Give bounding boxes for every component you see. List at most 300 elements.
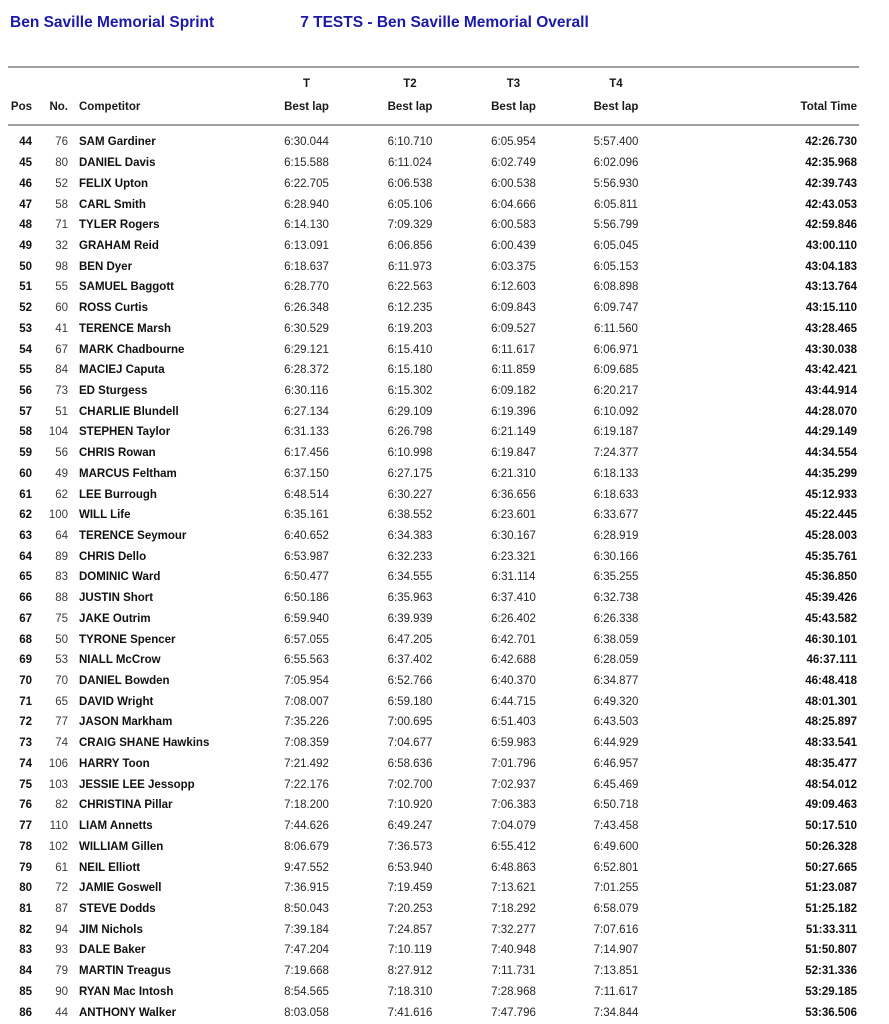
competitor-cell: WILLIAM Gillen [79, 840, 164, 853]
t3-bestlap-cell: 6:36.656 [491, 488, 536, 501]
no-cell: 70 [55, 675, 68, 688]
no-cell: 100 [48, 509, 68, 522]
t1-bestlap-cell: 7:47.204 [284, 944, 329, 957]
table-row [10, 567, 857, 588]
competitor-cell: LEE Burrough [79, 488, 157, 501]
table-row [10, 919, 857, 940]
t1-bestlap-cell: 6:50.477 [284, 571, 329, 584]
pos-cell: 57 [19, 405, 32, 418]
table-row [10, 754, 857, 775]
t4-bestlap-cell: 6:02.096 [593, 157, 639, 170]
pos-cell: 63 [19, 530, 32, 543]
table-row [10, 836, 857, 857]
t3-bestlap-cell: 6:23.601 [491, 509, 536, 522]
pos-cell: 69 [19, 654, 32, 667]
no-cell: 67 [55, 343, 68, 356]
competitor-cell: CHRIS Dello [79, 550, 147, 563]
t2-bestlap-cell: 6:47.205 [387, 633, 433, 646]
competitor-cell: DOMINIC Ward [79, 571, 161, 584]
table-row [10, 360, 857, 381]
no-cell: 41 [55, 322, 68, 335]
t1-bestlap-cell: 7:18.200 [284, 799, 329, 812]
pos-cell: 45 [19, 157, 32, 170]
pos-cell: 49 [19, 239, 32, 252]
total-time-cell: 45:28.003 [805, 530, 857, 543]
table-row [10, 629, 857, 650]
t3-bestlap-cell: 7:32.277 [491, 923, 536, 936]
table-row [10, 401, 857, 422]
t3-bestlap-cell: 7:04.079 [491, 820, 536, 833]
competitor-cell: NEIL Elliott [79, 861, 141, 874]
t3-bestlap-cell: 6:31.114 [491, 571, 536, 584]
t2-bestlap-cell: 6:29.109 [387, 405, 433, 418]
t3-bestlap-cell: 7:01.796 [491, 757, 536, 770]
no-cell: 71 [55, 219, 68, 232]
no-cell: 110 [49, 820, 68, 833]
t4-bestlap-cell: 7:14.907 [593, 944, 639, 957]
t4-bestlap-cell: 6:44.929 [593, 737, 639, 750]
no-cell: 80 [55, 157, 68, 170]
no-cell: 88 [55, 592, 68, 605]
total-time-cell: 51:23.087 [805, 882, 857, 895]
no-cell: 64 [55, 530, 68, 543]
total-time-cell: 44:35.299 [805, 467, 857, 480]
competitor-cell: CHARLIE Blundell [79, 405, 179, 418]
pos-cell: 76 [19, 799, 32, 812]
t3-bestlap-cell: 6:11.617 [491, 343, 536, 356]
t1-bestlap-cell: 6:48.514 [284, 488, 329, 501]
t4-bestlap-cell: 6:49.600 [593, 840, 639, 853]
competitor-cell: HARRY Toon [79, 757, 150, 770]
t2-bestlap-cell: 6:35.963 [387, 592, 433, 605]
t3-bestlap-cell: 6:48.863 [491, 861, 536, 874]
total-time-cell: 43:28.465 [805, 322, 857, 335]
competitor-cell: RYAN Mac Intosh [79, 985, 174, 998]
table-row [10, 153, 857, 174]
t4-bestlap-cell: 6:30.166 [593, 550, 639, 563]
t3-bestlap-cell: 6:09.182 [491, 384, 536, 397]
competitor-cell: TYRONE Spencer [79, 633, 176, 646]
pos-cell: 71 [19, 695, 32, 708]
t2-bestlap-cell: 6:15.410 [387, 343, 433, 356]
t2-bestlap-cell: 6:30.227 [387, 488, 433, 501]
no-cell: 72 [55, 882, 68, 895]
table-row [10, 194, 857, 215]
t3-bestlap-cell: 6:30.167 [491, 530, 536, 543]
t1-bestlap-cell: 6:28.940 [284, 198, 329, 211]
t3-bestlap-cell: 6:00.583 [491, 219, 536, 232]
t2-bestlap-cell: 6:05.106 [387, 198, 433, 211]
total-time-cell: 48:25.897 [805, 716, 857, 729]
total-time-cell: 53:36.506 [805, 1006, 857, 1019]
total-time-cell: 51:33.311 [805, 923, 857, 936]
table-row [10, 857, 857, 878]
total-time-cell: 45:22.445 [805, 509, 857, 522]
competitor-cell: STEPHEN Taylor [79, 426, 171, 439]
t2-bestlap-cell: 6:11.973 [388, 260, 432, 273]
competitor-cell: GRAHAM Reid [79, 239, 159, 252]
t2-bestlap-cell: 6:06.538 [387, 177, 433, 190]
table-row [10, 277, 857, 298]
no-cell: 61 [55, 861, 68, 874]
t3-bestlap-cell: 6:21.149 [491, 426, 536, 439]
total-time-cell: 43:13.764 [805, 281, 857, 294]
competitor-cell: JESSIE LEE Jessopp [79, 778, 195, 791]
t2-bestlap-cell: 6:58.636 [387, 757, 433, 770]
t1-bestlap-cell: 6:14.130 [284, 219, 329, 232]
pos-cell: 86 [19, 1006, 32, 1019]
table-row [10, 443, 857, 464]
t4-bestlap-cell: 6:52.801 [593, 861, 639, 874]
table-row [10, 712, 857, 733]
no-cell: 93 [55, 944, 68, 957]
table-row [10, 173, 857, 194]
total-time-cell: 46:30.101 [805, 633, 857, 646]
results-rows [10, 126, 857, 1023]
total-time-cell: 50:26.328 [805, 840, 857, 853]
total-time-cell: 43:15.110 [805, 302, 857, 315]
t4-bestlap-cell: 6:09.747 [593, 302, 639, 315]
t3-bestlap-cell: 6:44.715 [491, 695, 536, 708]
t4-bestlap-cell: 6:49.320 [593, 695, 639, 708]
competitor-cell: TERENCE Seymour [79, 530, 187, 543]
pos-cell: 46 [19, 177, 32, 190]
col-header-competitor: Competitor [79, 101, 141, 113]
competitor-cell: LIAM Annetts [79, 820, 153, 833]
no-cell: 89 [55, 550, 68, 563]
t4-bestlap-cell: 6:33.677 [593, 509, 639, 522]
t3-bestlap-cell: 6:51.403 [491, 716, 536, 729]
competitor-cell: BEN Dyer [79, 260, 133, 273]
t4-bestlap-cell: 6:18.633 [593, 488, 639, 501]
t2-bestlap-cell: 6:15.302 [387, 384, 433, 397]
t4-bestlap-cell: 7:13.851 [593, 965, 639, 978]
t4-bestlap-cell: 7:43.458 [593, 820, 639, 833]
no-cell: 77 [55, 716, 68, 729]
total-time-cell: 45:39.426 [805, 592, 857, 605]
table-row [10, 961, 857, 982]
t3-bestlap-cell: 6:02.749 [491, 157, 536, 170]
t3-bestlap-cell: 6:37.410 [491, 592, 536, 605]
no-cell: 65 [55, 695, 68, 708]
t1-bestlap-cell: 7:21.492 [284, 757, 329, 770]
t2-bestlap-cell: 6:10.710 [387, 136, 433, 149]
no-cell: 51 [55, 405, 68, 418]
competitor-cell: ANTHONY Walker [79, 1006, 177, 1019]
table-row [10, 464, 857, 485]
no-cell: 75 [55, 612, 68, 625]
t2-bestlap-cell: 6:12.235 [387, 302, 433, 315]
table-row [10, 733, 857, 754]
no-cell: 50 [55, 633, 68, 646]
total-time-cell: 44:28.070 [805, 405, 857, 418]
t3-bestlap-cell: 6:59.983 [491, 737, 536, 750]
t3-bestlap-cell: 7:11.731 [491, 965, 536, 978]
t4-bestlap-cell: 6:58.079 [593, 902, 639, 915]
no-cell: 44 [55, 1006, 68, 1019]
t3-bestlap-cell: 6:42.688 [491, 654, 536, 667]
t2-bestlap-cell: 7:10.119 [388, 944, 432, 957]
t3-bestlap-cell: 6:55.412 [491, 840, 536, 853]
no-cell: 55 [55, 281, 68, 294]
t1-bestlap-cell: 7:05.954 [284, 675, 329, 688]
t2-bestlap-cell: 7:20.253 [387, 902, 433, 915]
results-table [0, 66, 889, 1023]
pos-cell: 48 [19, 219, 32, 232]
t1-bestlap-cell: 6:28.372 [284, 364, 329, 377]
no-cell: 98 [55, 260, 68, 273]
pos-cell: 62 [19, 509, 32, 522]
t1-bestlap-cell: 7:35.226 [284, 716, 329, 729]
t4-bestlap-cell: 6:06.971 [593, 343, 639, 356]
t3-bestlap-cell: 6:26.402 [491, 612, 536, 625]
t2-bestlap-cell: 7:24.857 [387, 923, 433, 936]
t3-bestlap-cell: 6:42.701 [491, 633, 536, 646]
pos-cell: 66 [19, 592, 32, 605]
t1-bestlap-cell: 6:30.529 [284, 322, 329, 335]
table-row [10, 298, 857, 319]
t2-bestlap-cell: 6:15.180 [387, 364, 433, 377]
t2-bestlap-cell: 6:37.402 [387, 654, 433, 667]
t2-bestlap-cell: 6:32.233 [387, 550, 433, 563]
t3-bestlap-cell: 6:09.843 [491, 302, 536, 315]
t3-bestlap-cell: 6:19.847 [491, 447, 536, 460]
t1-bestlap-cell: 6:28.770 [284, 281, 329, 294]
total-time-cell: 45:36.850 [805, 571, 857, 584]
total-time-cell: 42:43.053 [805, 198, 857, 211]
total-time-cell: 44:34.554 [805, 447, 857, 460]
t4-bestlap-cell: 6:20.217 [593, 384, 639, 397]
no-cell: 103 [48, 778, 68, 791]
t4-bestlap-cell: 6:05.045 [593, 239, 639, 252]
t2-bestlap-cell: 7:10.920 [387, 799, 433, 812]
pos-cell: 51 [19, 281, 32, 294]
t4-bestlap-cell: 6:26.338 [593, 612, 639, 625]
total-time-cell: 48:33.541 [805, 737, 857, 750]
col-header-total-time: Total Time [800, 101, 857, 113]
no-cell: 62 [55, 488, 68, 501]
t2-bestlap-cell: 6:10.998 [387, 447, 433, 460]
column-headers-row [10, 95, 857, 124]
pos-cell: 56 [19, 384, 32, 397]
table-row [10, 671, 857, 692]
t3-bestlap-cell: 6:40.370 [491, 675, 536, 688]
table-row [10, 505, 857, 526]
competitor-cell: STEVE Dodds [79, 902, 156, 915]
pos-cell: 67 [19, 612, 32, 625]
no-cell: 84 [55, 364, 68, 377]
total-time-cell: 51:25.182 [805, 902, 857, 915]
no-cell: 87 [55, 902, 68, 915]
col-header-t3: T3 [506, 77, 521, 90]
total-time-cell: 44:29.149 [805, 426, 857, 439]
t2-bestlap-cell: 6:49.247 [387, 820, 433, 833]
pos-cell: 60 [19, 467, 32, 480]
t1-bestlap-cell: 6:55.563 [284, 654, 329, 667]
no-cell: 60 [55, 302, 68, 315]
t2-bestlap-cell: 7:41.616 [387, 1006, 433, 1019]
t1-bestlap-cell: 6:27.134 [284, 405, 329, 418]
t1-bestlap-cell: 6:53.987 [284, 550, 329, 563]
t4-bestlap-cell: 6:45.469 [593, 778, 639, 791]
t1-bestlap-cell: 7:08.359 [284, 737, 329, 750]
competitor-cell: DAVID Wright [79, 695, 154, 708]
t2-bestlap-cell: 6:11.024 [388, 157, 432, 170]
pos-cell: 77 [19, 820, 32, 833]
no-cell: 58 [55, 198, 68, 211]
t4-bestlap-cell: 6:19.187 [593, 426, 639, 439]
total-time-cell: 48:35.477 [805, 757, 857, 770]
competitor-cell: CHRISTINA Pillar [79, 799, 173, 812]
t1-bestlap-cell: 6:15.588 [284, 157, 329, 170]
no-cell: 102 [48, 840, 68, 853]
t3-bestlap-cell: 6:05.954 [491, 136, 536, 149]
t1-bestlap-cell: 6:40.652 [284, 530, 329, 543]
t3-bestlap-cell: 7:47.796 [491, 1006, 536, 1019]
pos-cell: 47 [19, 198, 32, 211]
t2-bestlap-cell: 7:00.695 [387, 716, 433, 729]
total-time-cell: 43:44.914 [805, 384, 857, 397]
t3-bestlap-cell: 7:13.621 [491, 882, 536, 895]
col-header-bestlap-1: Best lap [284, 101, 329, 113]
pos-cell: 84 [19, 965, 32, 978]
competitor-cell: CRAIG SHANE Hawkins [79, 737, 210, 750]
table-row [10, 650, 857, 671]
t2-bestlap-cell: 7:18.310 [387, 985, 433, 998]
pos-cell: 85 [19, 985, 32, 998]
t2-bestlap-cell: 6:26.798 [387, 426, 433, 439]
competitor-cell: JUSTIN Short [79, 592, 154, 605]
t4-bestlap-cell: 6:46.957 [593, 757, 639, 770]
t2-bestlap-cell: 6:53.940 [387, 861, 433, 874]
no-cell: 56 [55, 447, 68, 460]
total-time-cell: 43:42.421 [805, 364, 857, 377]
col-header-bestlap-3: Best lap [491, 101, 536, 113]
total-time-cell: 43:04.183 [805, 260, 857, 273]
t3-bestlap-cell: 7:40.948 [491, 944, 536, 957]
col-header-t2: T2 [403, 77, 417, 90]
pos-cell: 74 [19, 757, 32, 770]
t1-bestlap-cell: 7:44.626 [284, 820, 329, 833]
table-row [10, 318, 857, 339]
t4-bestlap-cell: 5:56.799 [593, 219, 639, 232]
t3-bestlap-cell: 7:18.292 [491, 902, 536, 915]
table-row [10, 816, 857, 837]
competitor-cell: JASON Markham [79, 716, 173, 729]
no-cell: 90 [55, 985, 68, 998]
total-time-cell: 48:01.301 [805, 695, 857, 708]
t4-bestlap-cell: 6:34.877 [593, 675, 639, 688]
total-time-cell: 49:09.463 [805, 799, 857, 812]
t1-bestlap-cell: 6:30.116 [284, 384, 329, 397]
table-row [10, 422, 857, 443]
pos-cell: 61 [19, 488, 32, 501]
t4-bestlap-cell: 7:01.255 [593, 882, 639, 895]
table-row [10, 981, 857, 1002]
competitor-cell: SAM Gardiner [79, 136, 156, 149]
t4-bestlap-cell: 6:50.718 [593, 799, 639, 812]
t4-bestlap-cell: 6:18.133 [593, 467, 639, 480]
no-cell: 73 [55, 384, 68, 397]
total-time-cell: 52:31.336 [805, 965, 857, 978]
t1-bestlap-cell: 8:06.679 [284, 840, 329, 853]
t2-bestlap-cell: 7:19.459 [387, 882, 433, 895]
table-row [10, 526, 857, 547]
col-header-no: No. [49, 101, 68, 113]
pos-cell: 65 [19, 571, 32, 584]
competitor-cell: JAMIE Goswell [79, 882, 162, 895]
t4-bestlap-cell: 7:11.617 [594, 985, 638, 998]
t2-bestlap-cell: 6:34.383 [387, 530, 433, 543]
pos-cell: 81 [19, 902, 32, 915]
no-cell: 79 [55, 965, 68, 978]
table-row [10, 774, 857, 795]
t1-bestlap-cell: 6:35.161 [284, 509, 329, 522]
pos-cell: 64 [19, 550, 32, 563]
test-labels-row [10, 68, 857, 95]
no-cell: 74 [55, 737, 68, 750]
t1-bestlap-cell: 6:37.150 [284, 467, 329, 480]
t1-bestlap-cell: 6:31.133 [284, 426, 329, 439]
t1-bestlap-cell: 6:26.348 [284, 302, 329, 315]
competitor-cell: MARK Chadbourne [79, 343, 185, 356]
no-cell: 106 [48, 757, 68, 770]
pos-cell: 59 [19, 447, 32, 460]
t4-bestlap-cell: 6:08.898 [593, 281, 639, 294]
t2-bestlap-cell: 6:34.555 [387, 571, 433, 584]
pos-cell: 72 [19, 716, 32, 729]
competitor-cell: ED Sturgess [79, 384, 148, 397]
t4-bestlap-cell: 6:38.059 [593, 633, 639, 646]
total-time-cell: 42:35.968 [805, 157, 857, 170]
total-time-cell: 45:35.761 [805, 550, 857, 563]
col-header-t4: T4 [609, 77, 623, 90]
event-title: Ben Saville Memorial Sprint [10, 14, 215, 31]
t1-bestlap-cell: 7:22.176 [284, 778, 329, 791]
table-row [10, 1002, 857, 1023]
competitor-cell: CARL Smith [79, 198, 146, 211]
pos-cell: 68 [19, 633, 32, 646]
t2-bestlap-cell: 7:02.700 [387, 778, 433, 791]
pos-cell: 52 [19, 302, 32, 315]
total-time-cell: 50:27.665 [805, 861, 857, 874]
t1-bestlap-cell: 6:57.055 [284, 633, 329, 646]
table-row [10, 691, 857, 712]
t1-bestlap-cell: 6:13.091 [284, 239, 329, 252]
total-time-cell: 51:50.807 [805, 944, 857, 957]
col-header-pos: Pos [10, 101, 32, 113]
table-row [10, 546, 857, 567]
table-row [10, 940, 857, 961]
t3-bestlap-cell: 6:00.439 [491, 239, 536, 252]
t3-bestlap-cell: 7:02.937 [491, 778, 536, 791]
competitor-cell: DALE Baker [79, 944, 146, 957]
t1-bestlap-cell: 7:36.915 [284, 882, 329, 895]
t2-bestlap-cell: 6:19.203 [387, 322, 433, 335]
no-cell: 49 [55, 467, 68, 480]
pos-cell: 55 [19, 364, 32, 377]
total-time-cell: 42:59.846 [805, 219, 857, 232]
no-cell: 76 [55, 136, 68, 149]
table-row [10, 609, 857, 630]
competitor-cell: SAMUEL Baggott [79, 281, 174, 294]
table-row [10, 899, 857, 920]
total-time-cell: 45:12.933 [805, 488, 857, 501]
t2-bestlap-cell: 6:22.563 [387, 281, 433, 294]
no-cell: 94 [55, 923, 68, 936]
total-time-cell: 50:17.510 [805, 820, 857, 833]
competitor-cell: CHRIS Rowan [79, 447, 156, 460]
